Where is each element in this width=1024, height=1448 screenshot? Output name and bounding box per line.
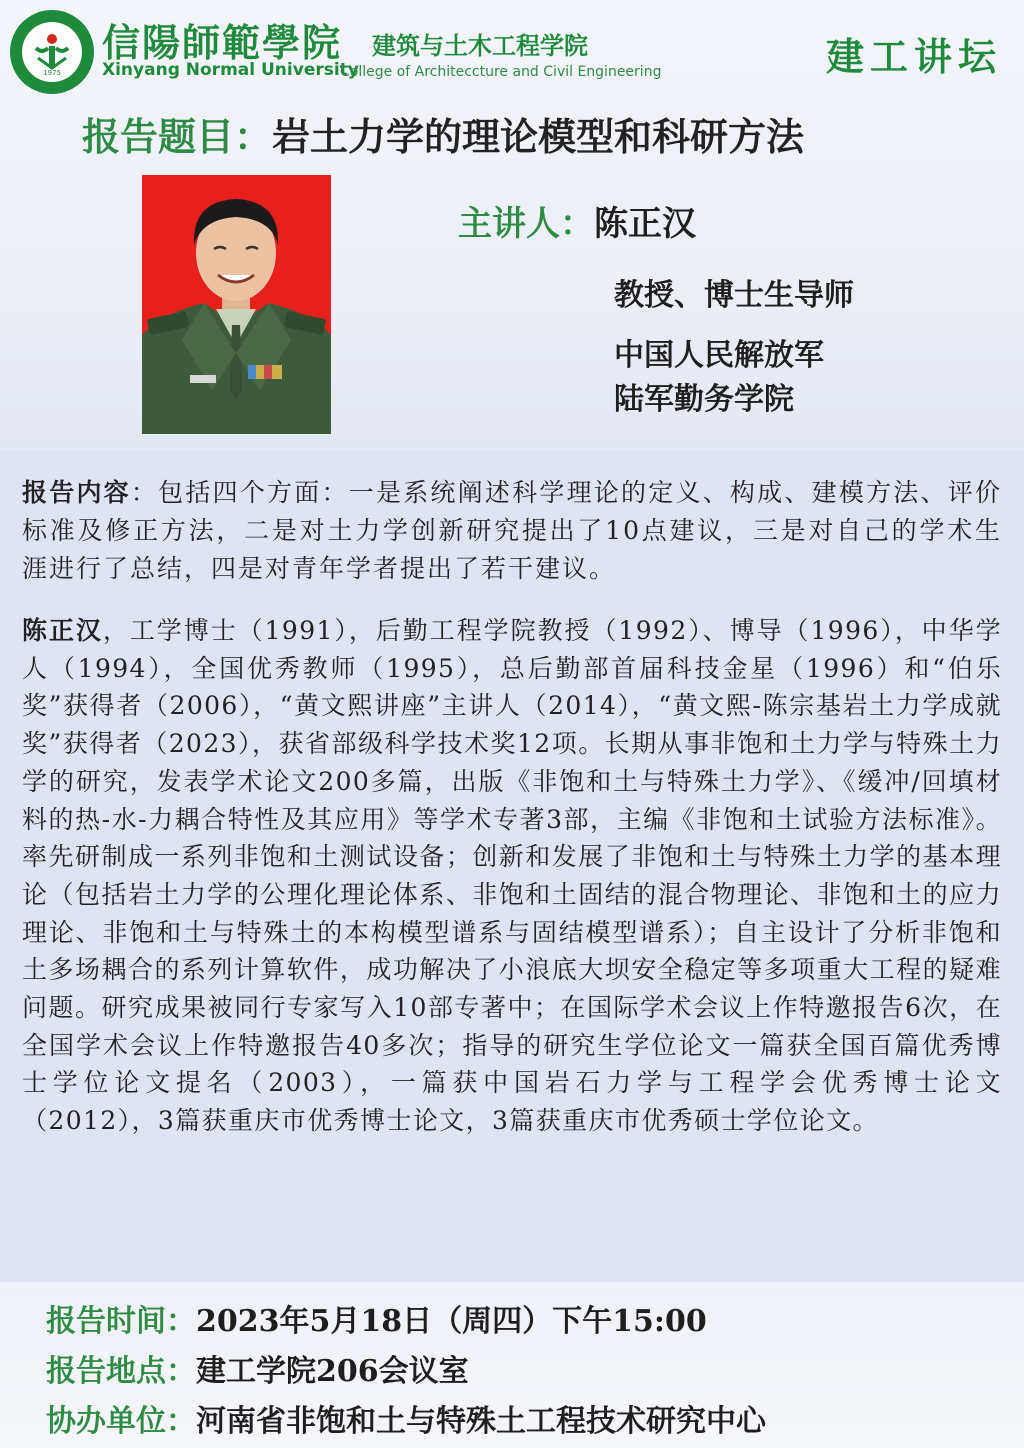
place-value: 建工学院206会议室	[196, 1354, 469, 1389]
org-label: 协办单位：	[46, 1404, 196, 1439]
speaker-label: 主讲人：	[458, 204, 594, 244]
speaker-affiliation	[614, 334, 824, 422]
bio-paragraph	[22, 612, 1002, 1140]
lecture-title	[82, 106, 804, 161]
co-organizer	[46, 1396, 766, 1440]
speaker-position: 教授、博士生导师	[614, 278, 854, 313]
affiliation-line-1: 中国人民解放军	[614, 338, 824, 373]
logo-year: 1975	[43, 69, 61, 76]
bio-text: ，工学博士（1991），后勤工程学院教授（1992）、博导（1996），中华学人（1994），全国优秀教师（1995），总后勤部首届科技金星（1996）和“伯乐奖”获得者（2006），“黄文熙讲座”主讲人（2014），“黄文熙-陈宗基岩土力学成就奖”获得者（2023），获省部级科学技术奖12项。长期从事非饱和土力学与特殊土力学的研究，发表学术论文200多篇，出版《非饱和土与特殊土力学》、《缓冲/回填材料的热-水-力耦合特性及其应用》等学术专著3部，主编《非饱和土试验方法标准》。率先研制成一系列非饱和土测试设备；创新和发展了非饱和土与特殊土力学的基本理论（包括岩土力学的公理化理论体系、非饱和土固结的混合物理论、非饱和土的应力理论、非饱和土与特殊土的本构模型谱系与固结模型谱系）；自主设计了分析非饱和土多场耦合的系列计算软件，成功解决了小浪底大坝安全稳定等多项重大工程的疑难问题。研究成果被同行专家写入10部专著中；在国际学术会议上作特邀报告6次，在全国学术会议上作特邀报告40多次；指导的研究生学位论文一篇获全国百篇优秀博士学位论文提名（2003），一篇获中国岩石力学与工程学会优秀博士论文（2012），3篇获重庆市优秀博士论文，3篇获重庆市优秀硕士学位论文。	[22, 616, 1002, 1136]
lecture-place	[46, 1346, 469, 1390]
place-label: 报告地点：	[46, 1354, 196, 1389]
abstract-label: 报告内容	[22, 478, 131, 507]
lecture-time	[46, 1296, 707, 1340]
speaker-heading	[458, 196, 696, 245]
affiliation-line-2: 陆军勤务学院	[614, 382, 794, 417]
speaker-photo	[142, 175, 331, 434]
university-logo	[10, 10, 94, 94]
time-label: 报告时间：	[46, 1304, 196, 1339]
college-name-cn: 建筑与土木工程学院	[372, 31, 588, 60]
university-name-cn: 信陽師範學院	[102, 20, 343, 65]
time-value: 2023年5月18日（周四）下午15:00	[196, 1304, 707, 1339]
lecture-title-text: 岩土力学的理论模型和科研方法	[272, 114, 805, 159]
bio-label: 陈正汉	[22, 616, 103, 645]
college-name-en: College of Architeccture and Civil Engineering	[340, 64, 662, 80]
abstract-paragraph	[22, 474, 1002, 588]
university-name-en: Xinyang Normal University	[102, 60, 359, 80]
logo-emblem-icon	[22, 22, 82, 82]
org-value: 河南省非饱和土与特殊土工程技术研究中心	[196, 1404, 766, 1439]
forum-name: 建工讲坛	[825, 34, 1002, 79]
speaker-name: 陈正汉	[594, 204, 696, 244]
lecture-title-label: 报告题目：	[82, 114, 273, 159]
abstract-text: ：包括四个方面：一是系统阐述科学理论的定义、构成、建模方法、评价标准及修正方法，二是对土力学创新研究提出了10点建议，三是对自己的学术生涯进行了总结，四是对青年学者提出了若干建议。	[22, 478, 1002, 583]
